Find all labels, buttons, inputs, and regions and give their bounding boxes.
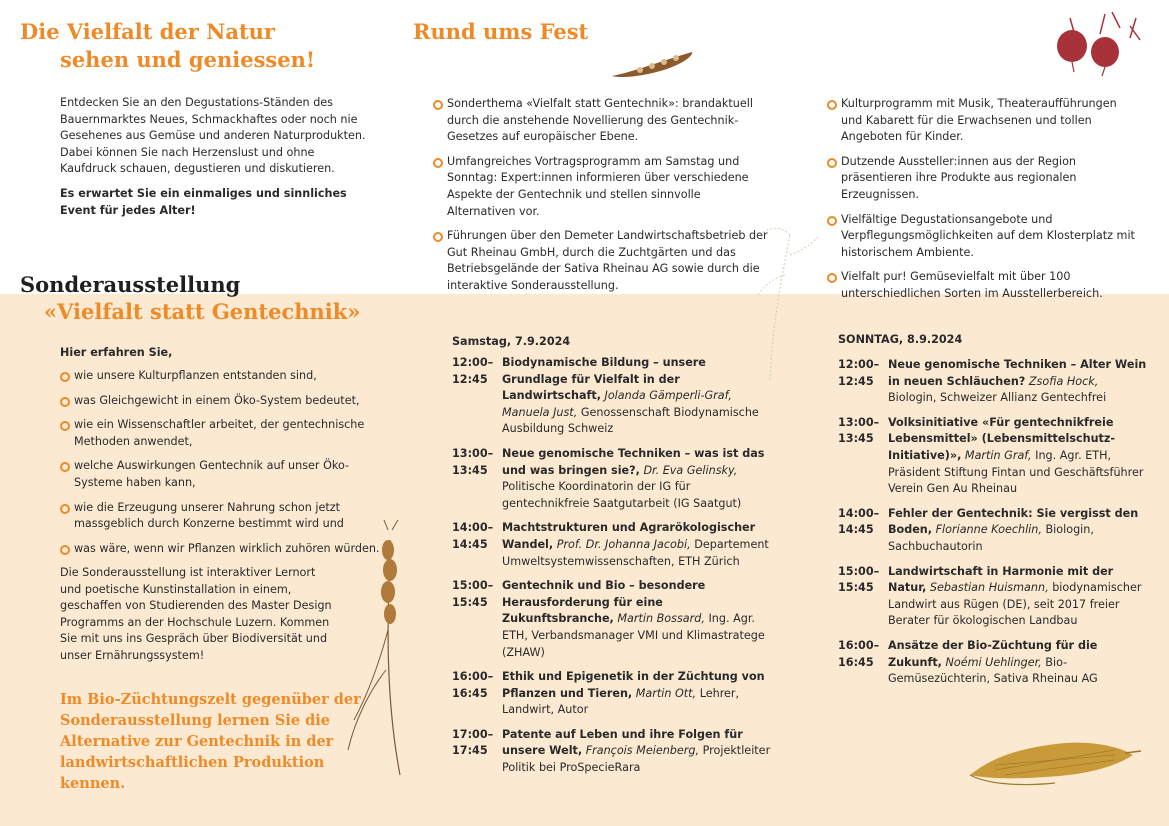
entry-time: 16:00– 16:45 <box>452 670 494 700</box>
schedule-entry: 16:00– 16:45 Ethik und Epigenetik in der Züchtung von Pflanzen und Tieren, Martin Ott, Lehrer, Landwirt, Autor <box>452 669 772 719</box>
list-item: Umfangreiches Vortragsprogramm am Samstag und Sonntag: Expert:innen informieren über verschiedene Aspekte der Gentechnik und stellen sinnvolle Alternativen vor. <box>433 154 768 220</box>
sunday-schedule <box>838 357 1148 696</box>
intro-paragraph: Entdecken Sie an den Degustations-Ständen des Bauernmarktes Neues, Schmackhaftes oder noch nie Gesehenes aus Gemüse und anderen Naturprodukten. Dabei können Sie nach Herzenslust und ohne Kaufdruck schauen, degustieren und diskutieren. <box>60 96 366 176</box>
entry-time: 15:00– 15:45 <box>452 579 494 609</box>
fest-heading: Rund ums Fest <box>413 19 589 44</box>
fest-list-left <box>433 96 768 303</box>
corn-icon <box>965 725 1145 795</box>
entry-time: 13:00– 13:45 <box>838 415 880 446</box>
beetroot-icon <box>1050 8 1150 78</box>
entry-time: 15:00– 15:45 <box>838 564 880 595</box>
intro-heading-line1: Die Vielfalt der Natur <box>20 19 275 44</box>
list-item: Führungen über den Demeter Landwirtschaftsbetrieb der Gut Rheinau GmbH, durch die Zuchtgärten und das Betriebsgelände der Sativa Rheinau AG sowie durch die interaktive Sonderausstellung. <box>433 228 768 294</box>
list-item: was wäre, wenn wir Pflanzen wirklich zuhören würden. <box>60 541 380 558</box>
bean-pod-icon <box>608 42 698 82</box>
exhibition-paragraph: Die Sonderausstellung ist interaktiver Lernort und poetische Kunstinstallation in einem, geschaffen von Studierenden des Master Design Programms an der Hochschule Luzern. Kommen Sie mit uns ins Gespräch über Biodiversität und unser Ernährungssystem! <box>60 566 332 662</box>
fest-list-right <box>827 96 1137 311</box>
saturday-heading: Samstag, 7.9.2024 <box>452 335 571 348</box>
list-item: Dutzende Aussteller:innen aus der Region präsentieren ihre Produkte aus regionalen Erzeugnissen. <box>827 154 1137 204</box>
entry-time: 14:00– 14:45 <box>838 506 880 537</box>
exhibition-closing: Im Bio-Züchtungszelt gegenüber der Sonderausstellung lernen Sie die Alternative zur Gentechnik in der landwirtschaftlichen Produktion kennen. <box>60 691 361 792</box>
schedule-entry: 12:00– 12:45 Biodynamische Bildung – unsere Grundlage für Vielfalt in der Landwirtschaft, Jolanda Gämperli-Graf, Manuela Just, Genossenschaft Biodynamische Ausbildung Schweiz <box>452 355 772 438</box>
schedule-entry: 12:00– 12:45 Neue genomische Techniken – Alter Wein in neuen Schläuchen? Zsofia Hock, Biologin, Schweizer Allianz Gentechfrei <box>838 357 1148 407</box>
schedule-entry: 13:00– 13:45 Volksinitiative «Für gentechnikfreie Lebensmittel» (Lebensmittelschutz-Initiative)», Martin Graf, Ing. Agr. ETH, Präsident Stiftung Fintan und Geschäftsführer Verein Gen Au Rheinau <box>838 415 1148 498</box>
intro-emphasis: Es erwartet Sie ein einmaliges und sinnliches Event für jedes Alter! <box>60 187 347 217</box>
entry-time: 12:00– 12:45 <box>452 356 494 386</box>
sunday-heading: SONNTAG, 8.9.2024 <box>838 333 963 346</box>
entry-time: 14:00– 14:45 <box>452 521 494 551</box>
list-item: welche Auswirkungen Gentechnik auf unser Öko-Systeme haben kann, <box>60 458 380 491</box>
intro-heading-line2: sehen und geniessen! <box>60 47 316 72</box>
list-item: Sonderthema «Vielfalt statt Gentechnik»: brandaktuell durch die anstehende Novellierung des Gentechnik-Gesetzes auf europäischer Ebene. <box>433 96 768 146</box>
entry-time: 17:00– 17:45 <box>452 727 494 758</box>
schedule-entry: 17:00– 17:45 Patente auf Leben und ihre Folgen für unsere Welt, François Meienberg, Projektleiter Politik bei ProSpecieRara <box>452 727 772 777</box>
saturday-schedule <box>452 355 772 785</box>
list-item: wie die Erzeugung unserer Nahrung schon jetzt massgeblich durch Konzerne bestimmt wird und <box>60 500 380 533</box>
exhibition-list <box>60 368 380 565</box>
list-item: Vielfältige Degustationsangebote und Verpflegungsmöglichkeiten auf dem Klosterplatz mit historischem Ambiente. <box>827 212 1137 262</box>
entry-time: 12:00– 12:45 <box>838 358 880 388</box>
exhibition-heading-line1: Sonderausstellung <box>20 272 241 297</box>
schedule-entry: 16:00– 16:45 Ansätze der Bio-Züchtung für die Zukunft, Noémi Uehlinger, Bio-Gemüsezüchterin, Sativa Rheinau AG <box>838 638 1148 688</box>
schedule-entry: 15:00– 15:45 Gentechnik und Bio – besondere Herausforderung für eine Zukunftsbranche, Martin Bossard, Ing. Agr. ETH, Verbandsmanager VMI und Klimastratege (ZHAW) <box>452 578 772 661</box>
list-item: Vielfalt pur! Gemüsevielfalt mit über 100 unterschiedlichen Sorten im Ausstellerbereich. <box>827 269 1137 302</box>
exhibition-intro: Hier erfahren Sie, <box>60 346 173 359</box>
list-item: wie ein Wissenschaftler arbeitet, der gentechnische Methoden anwendet, <box>60 417 380 450</box>
schedule-entry: 14:00– 14:45 Fehler der Gentechnik: Sie vergisst den Boden, Florianne Koechlin, Biologin, Sachbuchautorin <box>838 506 1148 556</box>
schedule-entry: 14:00– 14:45 Machtstrukturen und Agrarökologischer Wandel, Prof. Dr. Johanna Jacobi, Departement Umweltsystemwissenschaften, ETH Zürich <box>452 520 772 570</box>
wheat-icon <box>340 520 420 780</box>
list-item: Kulturprogramm mit Musik, Theateraufführungen und Kabarett für die Erwachsenen und tollen Angeboten für Kinder. <box>827 96 1137 146</box>
entry-time: 16:00– 16:45 <box>838 638 880 669</box>
list-item: wie unsere Kulturpflanzen entstanden sind, <box>60 368 380 385</box>
list-item: was Gleichgewicht in einem Öko-System bedeutet, <box>60 393 380 410</box>
entry-time: 13:00– 13:45 <box>452 446 494 477</box>
exhibition-heading-line2: «Vielfalt statt Gentechnik» <box>44 299 361 324</box>
schedule-entry: 13:00– 13:45 Neue genomische Techniken – was ist das und was bringen sie?, Dr. Eva Gelinsky, Politische Koordinatorin der IG für gentechnikfreie Saatgutarbeit (IG Saatgut) <box>452 446 772 512</box>
schedule-entry: 15:00– 15:45 Landwirtschaft in Harmonie mit der Natur, Sebastian Huismann, biodynamischer Landwirt aus Rügen (DE), seit 2017 freier Berater für ökologischen Landbau <box>838 564 1148 630</box>
